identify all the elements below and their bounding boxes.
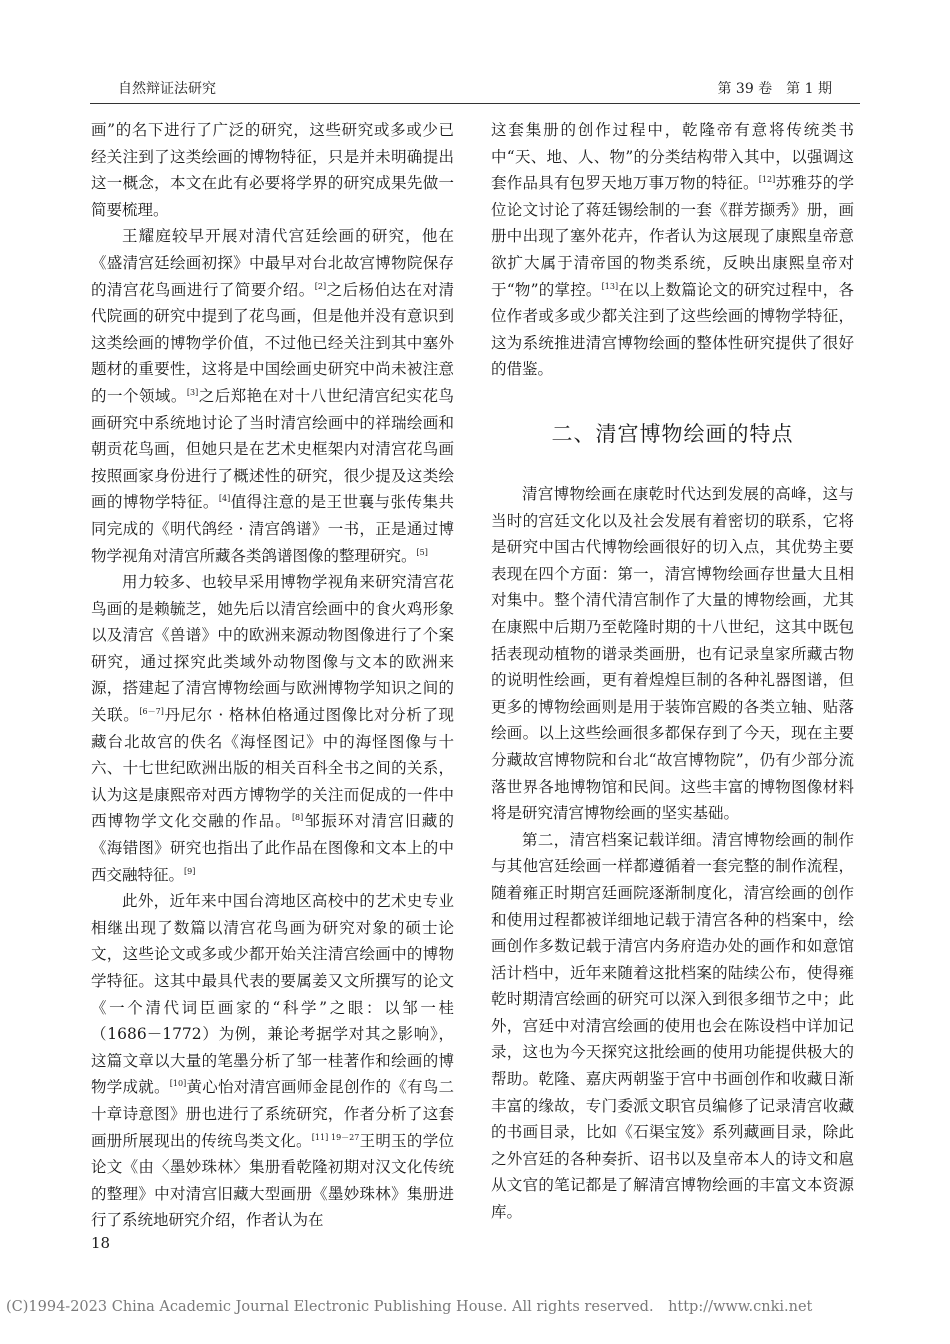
right-column <box>491 117 854 383</box>
paragraph: 王耀庭较早开展对清代宫廷绘画的研究，他在《盛清宫廷绘画初探》中最早对台北故宫博物院保存的清宫花鸟画进行了简要介绍。[2]之后杨伯达在对清代院画的研究中提到了花鸟画，但是他并没有意识到这类绘画的博物学价值，不过他已经关注到其中塞外题材的重要性，这将是中国绘画史研究中尚未被注意的一个领域。[3]之后郑艳在对十八世纪清宫纪实花鸟画研究中系统地讨论了当时清宫绘画中的祥瑞绘画和朝贡花鸟画，但她只是在艺术史框架内对清宫花鸟画按照画家身份进行了概述性的研究，很少提及这类绘画的博物学特征。[4]值得注意的是王世襄与张传集共同完成的《明代鸽经 · 清宫鸽谱》一书，正是通过博物学视角对清宫所藏各类鸽谱图像的整理研究。[5] <box>91 227 454 565</box>
paragraph: 画”的名下进行了广泛的研究，这些研究或多或少已经关注到了这类绘画的博物特征，只是并未明确提出这一概念，本文在此有必要将学界的研究成果先做一简要梳理。 <box>91 121 454 219</box>
citation-ref: [4] <box>218 494 231 504</box>
citation-ref: [5] <box>416 547 428 557</box>
journal-name: 自然辩证法研究 <box>118 81 216 97</box>
header-rule <box>90 103 860 104</box>
citation-ref: [12] <box>758 175 776 185</box>
citation-ref: [2] <box>314 281 327 291</box>
right-column-section-body <box>491 481 854 1226</box>
issue-info: 第 39 卷 第 1 期 <box>717 81 832 97</box>
paragraph: 用力较多、也较早采用博物学视角来研究清宫花鸟画的是赖毓芝，她先后以清宫绘画中的食火鸡形象以及清宫《兽谱》中的欧洲来源动物图像进行了个案研究，通过探究此类域外动物图像与文本的欧洲来源，搭建起了清宫博物绘画与欧洲博物学知识之间的关联。[6－7]丹尼尔 · 格林伯格通过图像比对分析了现藏台北故宫的佚名《海怪图记》中的海怪图像与十六、十七世纪欧洲出版的相关百科全书之间的关系，认为这是康熙帝对西方博物学的关注而促成的一件中西博物学文化交融的作品。[8]邹振环对清宫旧藏的《海错图》研究也指出了此作品在图像和文本上的中西交融特征。[9] <box>91 573 454 884</box>
paragraph: 这套集册的创作过程中，乾隆帝有意将传统类书中“天、地、人、物”的分类结构带入其中，以强调这套作品具有包罗天地万事万物的特征。[12]苏雅芬的学位论文讨论了蒋廷锡绘制的一套《群芳撷秀》册，画册中出现了塞外花卉，作者认为这展现了康熙皇帝意欲扩大属于清帝国的物类系统，反映出康熙皇帝对于“物”的掌控。[13]在以上数篇论文的研究过程中，各位作者或多或少都关注到了这些绘画的博物学特征，这为系统推进清宫博物绘画的整体性研究提供了很好的借鉴。 <box>491 121 854 379</box>
citation-ref: [11] 19－27 <box>311 1132 360 1142</box>
left-column <box>91 117 454 1234</box>
citation-ref: [3] <box>186 387 199 397</box>
citation-ref: [13] <box>601 281 619 291</box>
copyright-footer: (C)1994-2023 China Academic Journal Electronic Publishing House. All rights reserved. http://www.cnki.net <box>6 1299 813 1315</box>
citation-ref: [8] <box>291 813 304 823</box>
citation-ref: [10] <box>169 1079 187 1089</box>
citation-ref: [9] <box>184 866 196 876</box>
section-heading: 二、清宫博物绘画的特点 <box>551 422 794 446</box>
running-header <box>118 78 832 100</box>
citation-ref: [6－7] <box>139 707 164 717</box>
paragraph: 此外，近年来中国台湾地区高校中的艺术史专业相继出现了数篇以清宫花鸟画为研究对象的硕士论文，这些论文或多或少都开始关注清宫绘画中的博物学特征。这其中最具代表的要属姜又文所撰写的论文《一个清代词臣画家的“科学”之眼：以邹一桂（1686－1772）为例，兼论考据学对其之影响》，这篇文章以大量的笔墨分析了邹一桂著作和绘画的博物学成就。[10]黄心怡对清宫画师金昆创作的《有鸟二十章诗意图》册也进行了系统研究，作者分析了这套画册所展现出的传统鸟类文化。$^{[11] 19-27}$王明玉的学位论文《由〈墨妙珠林〉集册看乾隆初期对汉文化传统的整理》中对清宫旧藏大型画册《墨妙珠林》集册进行了系统地研究介绍，作者认为在 <box>91 892 454 1230</box>
paragraph: 第二，清宫档案记载详细。清宫博物绘画的制作与其他宫廷绘画一样都遵循着一套完整的制作流程，随着雍正时期宫廷画院逐渐制度化，清宫绘画的创作和使用过程都被详细地记载于清宫各种的档案中，绘画创作多数记载于清宫内务府造办处的画作和如意馆活计档中，近年来随着这批档案的陆续公布，使得雍乾时期清宫绘画的研究可以深入到很多细节之中；此外，宫廷中对清宫绘画的使用也会在陈设档中详加记录，这也为今天探究这批绘画的使用功能提供极大的帮助。乾隆、嘉庆两朝鉴于宫中书画创作和收藏日渐丰富的缘故，专门委派文职官员编修了记录清宫收藏的书画目录，比如《石渠宝笈》系列藏画目录，除此之外宫廷的各种奏折、诏书以及皇帝本人的诗文和扈从文官的笔记都是了解清宫博物绘画的丰富文本资源库。 <box>491 830 854 1222</box>
paragraph: 清宫博物绘画在康乾时代达到发展的高峰，这与当时的宫廷文化以及社会发展有着密切的联系，它将是研究中国古代博物绘画很好的切入点，其优势主要表现在四个方面：第一，清宫博物绘画存世量大且相对集中。整个清代清宫制作了大量的博物绘画，尤其在康熙中后期乃至乾隆时期的十八世纪，这其中既包括表现动植物的谱录类画册，也有记录皇家所藏古物的说明性绘画，更有着煌煌巨制的各种礼器图谱，但更多的博物绘画则是用于装饰宫殿的各类立轴、贴落绘画。以上这些绘画很多都保存到了今天，现在主要分藏故宫博物院和台北“故宫博物院”，仍有少部分流落世界各地博物馆和民间。这些丰富的博物图像材料将是研究清宫博物绘画的坚实基础。 <box>491 485 854 823</box>
page-number: 18 <box>91 1234 111 1252</box>
